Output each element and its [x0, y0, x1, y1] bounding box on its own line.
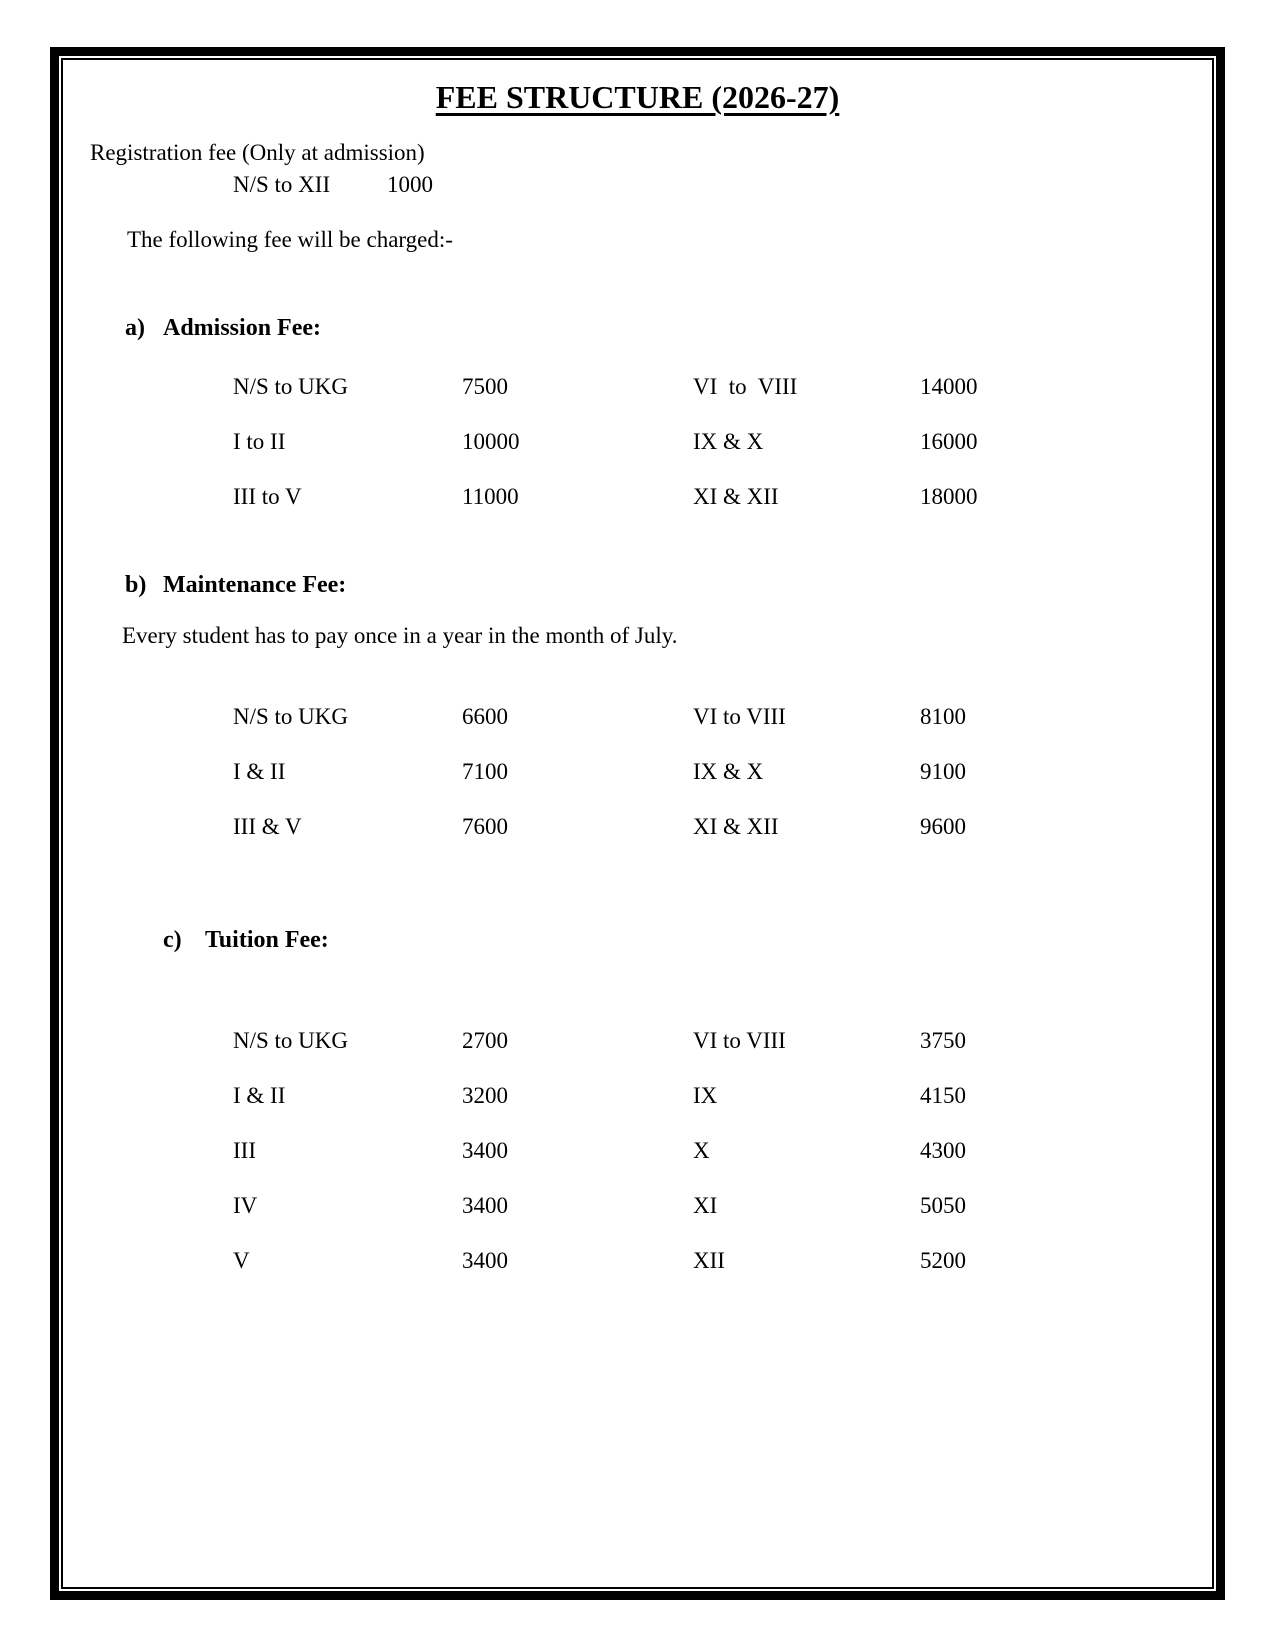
- fee-class-range: VI to VIII: [693, 704, 786, 729]
- fee-class-range: I & II: [233, 1083, 286, 1108]
- fee-class-range: XII: [693, 1248, 725, 1273]
- fee-amount: 10000: [462, 429, 520, 454]
- fee-amount: 11000: [462, 484, 519, 509]
- registration-class-range: N/S to XII: [233, 172, 331, 197]
- fee-row: [0, 1138, 1275, 1193]
- fee-row: [0, 704, 1275, 759]
- fee-row: [0, 1193, 1275, 1248]
- section-prefix-a: a): [125, 315, 145, 341]
- fee-class-range: N/S to UKG: [233, 1028, 349, 1053]
- fee-class-range: I & II: [233, 759, 286, 784]
- fee-amount: 3400: [462, 1248, 508, 1273]
- tuition-fee-table: [0, 1028, 1275, 1303]
- fee-amount: 7100: [462, 759, 508, 784]
- page-title: FEE STRUCTURE (2026-27): [435, 79, 840, 115]
- fee-amount: 16000: [920, 429, 978, 454]
- fee-class-range: VI to VIII: [693, 374, 798, 399]
- fee-amount: 6600: [462, 704, 508, 729]
- fee-amount: 7500: [462, 374, 508, 399]
- fee-amount: 7600: [462, 814, 508, 839]
- fee-class-range: XI & XII: [693, 814, 779, 839]
- intro-text: The following fee will be charged:-: [127, 227, 453, 252]
- section-heading-maintenance: [125, 571, 346, 600]
- fee-amount: 3400: [462, 1193, 508, 1218]
- fee-amount: 5200: [920, 1248, 966, 1273]
- registration-fee-label: Registration fee (Only at admission): [90, 140, 425, 165]
- fee-class-range: X: [693, 1138, 710, 1163]
- fee-amount: 4300: [920, 1138, 966, 1163]
- section-prefix-b: b): [125, 572, 147, 598]
- registration-amount: 1000: [387, 172, 433, 197]
- fee-amount: 3400: [462, 1138, 508, 1163]
- fee-amount: 9100: [920, 759, 966, 784]
- fee-class-range: III to V: [233, 484, 302, 509]
- section-title-admission: Admission Fee:: [163, 315, 321, 341]
- fee-amount: 4150: [920, 1083, 966, 1108]
- admission-fee-table: [0, 374, 1275, 539]
- fee-row: [0, 484, 1275, 539]
- fee-class-range: V: [233, 1248, 250, 1273]
- fee-class-range: IX & X: [693, 759, 764, 784]
- fee-class-range: XI: [693, 1193, 718, 1218]
- fee-row: [0, 814, 1275, 869]
- fee-row: [0, 1083, 1275, 1138]
- fee-class-range: IX: [693, 1083, 718, 1108]
- section-heading-admission: [125, 314, 321, 343]
- fee-class-range: I to II: [233, 429, 286, 454]
- fee-class-range: XI & XII: [693, 484, 779, 509]
- maintenance-fee-table: [0, 704, 1275, 869]
- fee-class-range: N/S to UKG: [233, 374, 349, 399]
- section-title-maintenance: Maintenance Fee:: [163, 572, 347, 598]
- fee-amount: 5050: [920, 1193, 966, 1218]
- section-title-tuition: Tuition Fee:: [205, 927, 329, 953]
- fee-amount: 8100: [920, 704, 966, 729]
- fee-amount: 3750: [920, 1028, 966, 1053]
- maintenance-note: Every student has to pay once in a year in the month of July.: [122, 623, 678, 648]
- fee-amount: 2700: [462, 1028, 508, 1053]
- fee-row: [0, 429, 1275, 484]
- fee-class-range: IV: [233, 1193, 258, 1218]
- fee-row: [0, 374, 1275, 429]
- section-prefix-c: c): [163, 927, 182, 953]
- fee-class-range: III: [233, 1138, 256, 1163]
- fee-class-range: IX & X: [693, 429, 764, 454]
- fee-amount: 14000: [920, 374, 978, 399]
- fee-amount: 3200: [462, 1083, 508, 1108]
- fee-amount: 9600: [920, 814, 966, 839]
- fee-class-range: III & V: [233, 814, 302, 839]
- fee-class-range: N/S to UKG: [233, 704, 349, 729]
- section-heading-tuition: [163, 926, 329, 955]
- fee-row: [0, 759, 1275, 814]
- fee-class-range: VI to VIII: [693, 1028, 786, 1053]
- fee-row: [0, 1028, 1275, 1083]
- fee-amount: 18000: [920, 484, 978, 509]
- fee-row: [0, 1248, 1275, 1303]
